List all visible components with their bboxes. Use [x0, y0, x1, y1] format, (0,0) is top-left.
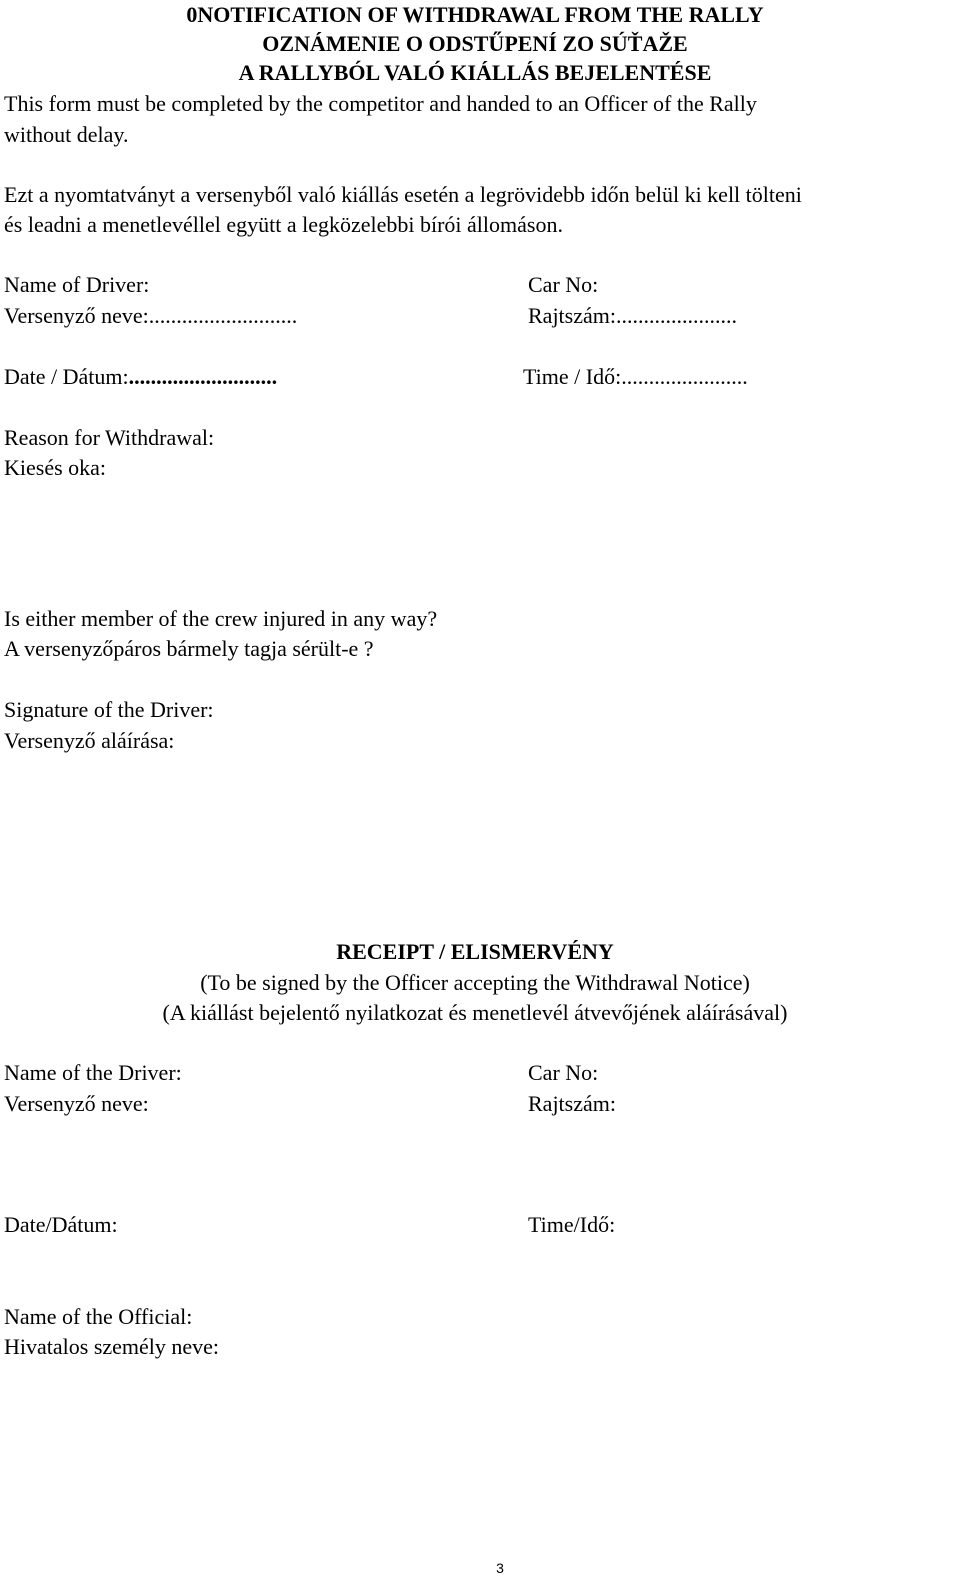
intro-english-line-1: This form must be completed by the competitor and handed to an Officer of the Rally — [4, 91, 757, 116]
official-name-label-en: Name of the Official: — [4, 1304, 193, 1329]
receipt-date-label: Date/Dátum: — [4, 1212, 118, 1237]
driver-name-label-en: Name of Driver: — [4, 272, 150, 297]
date-dotted-line: ........................... — [128, 364, 278, 389]
receipt-subtitle-hu: (A kiállást bejelentő nyilatkozat és menetlevél átvevőjének aláírásával) — [162, 1000, 788, 1025]
receipt-subtitle-en: (To be signed by the Officer accepting the Withdrawal Notice) — [200, 970, 750, 995]
title-slovak: OZNÁMENIE O ODSTŰPENÍ ZO SÚŤAŽE — [262, 31, 688, 56]
injury-question-hu: A versenyzőpáros bármely tagja sérült-e ? — [4, 636, 374, 661]
receipt-driver-label-en: Name of the Driver: — [4, 1060, 182, 1085]
intro-english-line-2: without delay. — [4, 122, 129, 147]
page-number: 3 — [496, 1560, 504, 1576]
time-label: Time / Idő:....................... — [523, 364, 748, 389]
receipt-time-label: Time/Idő: — [528, 1212, 616, 1237]
reason-label-hu: Kiesés oka: — [4, 455, 107, 480]
signature-label-hu: Versenyző aláírása: — [4, 728, 175, 753]
car-number-label-hu: Rajtszám:...................... — [528, 303, 737, 328]
intro-hungarian-line-2: és leadni a menetlevéllel együtt a legközelebbi bírói állomáson. — [4, 212, 563, 237]
official-name-label-hu: Hivatalos személy neve: — [4, 1334, 220, 1359]
car-number-label-en: Car No: — [528, 272, 599, 297]
title-hungarian: A RALLYBÓL VALÓ KIÁLLÁS BEJELENTÉSE — [238, 60, 712, 85]
date-label: Date / Dátum: — [4, 364, 129, 389]
reason-label-en: Reason for Withdrawal: — [4, 425, 215, 450]
receipt-title: RECEIPT / ELISMERVÉNY — [336, 939, 614, 964]
title-english: 0NOTIFICATION OF WITHDRAWAL FROM THE RALLY — [186, 2, 764, 27]
intro-hungarian-line-1: Ezt a nyomtatványt a versenyből való kiállás esetén a legrövidebb időn belül ki kell tölteni — [4, 182, 802, 207]
injury-question-en: Is either member of the crew injured in any way? — [4, 606, 438, 631]
date-field — [4, 362, 277, 392]
receipt-car-label-hu: Rajtszám: — [528, 1091, 616, 1116]
receipt-car-label-en: Car No: — [528, 1060, 599, 1085]
driver-name-label-hu: Versenyző neve:........................... — [4, 303, 298, 328]
receipt-driver-label-hu: Versenyző neve: — [4, 1091, 149, 1116]
signature-label-en: Signature of the Driver: — [4, 697, 214, 722]
